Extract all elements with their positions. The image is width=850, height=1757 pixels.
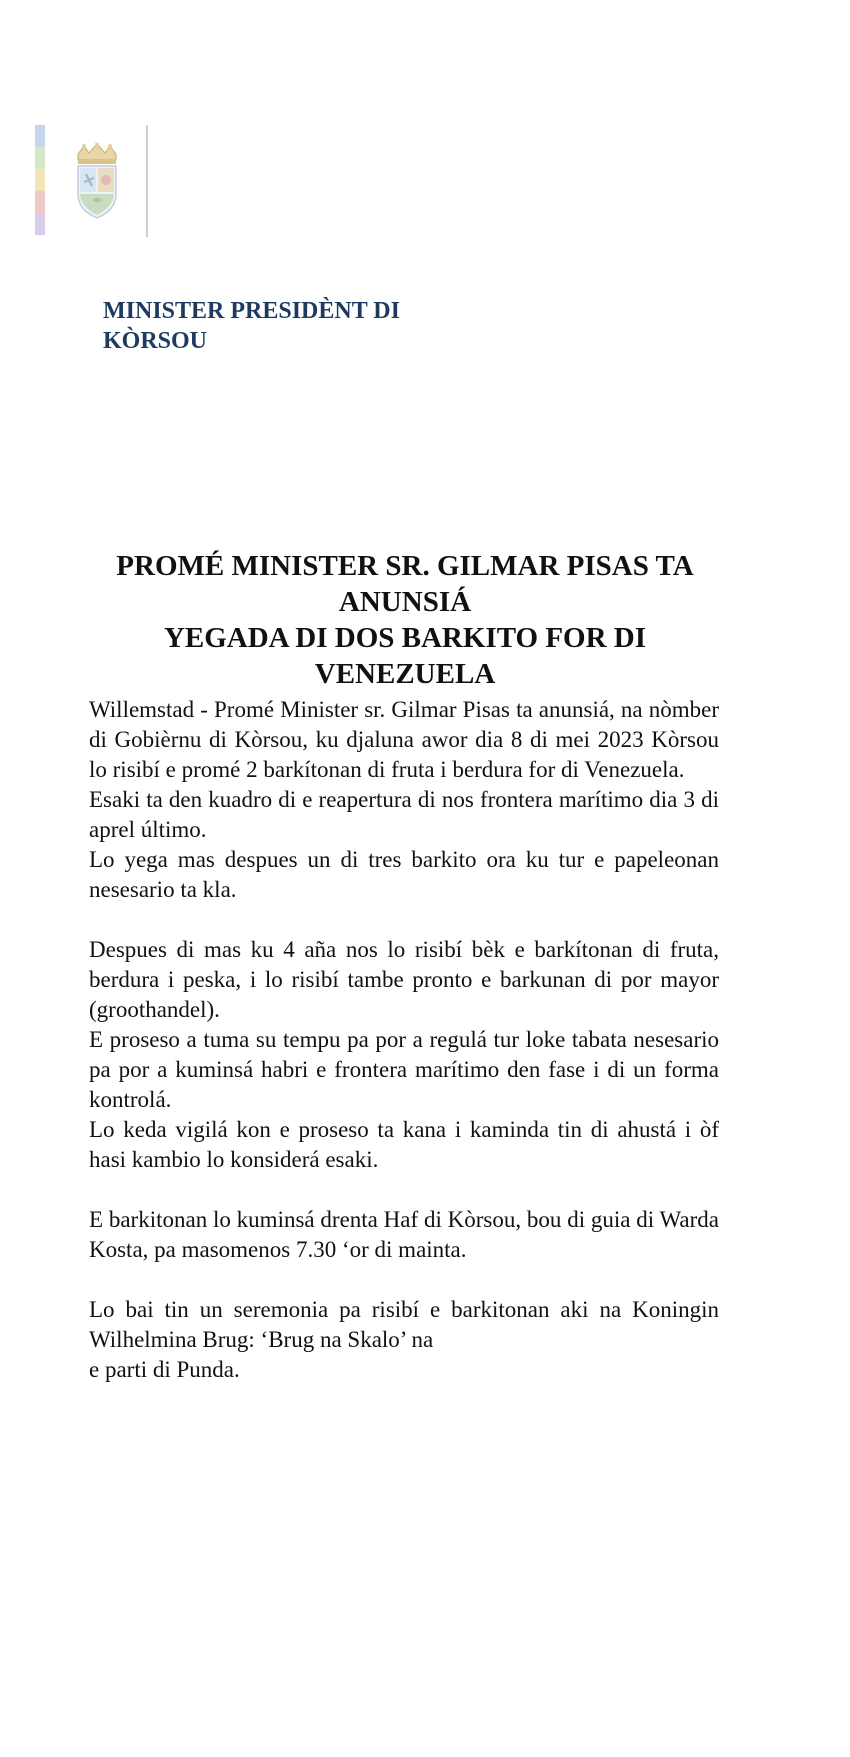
title-line: PROMÉ MINISTER SR. GILMAR PISAS TA [116, 550, 694, 582]
paragraph: Lo keda vigilá kon e proseso ta kana i kaminda tin di ahustá i òf hasi kambio lo konsiderá esaki. [89, 1117, 719, 1172]
title-line: VENEZUELA [314, 658, 496, 690]
stripe-segment [35, 213, 45, 235]
coat-of-arms-icon [72, 142, 122, 220]
press-release-title [80, 548, 730, 692]
press-release-body [89, 695, 719, 1385]
paragraph: Lo bai tin un seremonia pa risibí e barkitonan aki na Koningin Wilhelmina Brug: ‘Brug na Skalo’ na [89, 1297, 719, 1352]
paragraph: E proseso a tuma su tempu pa por a regulá tur loke tabata nesesario pa por a kuminsá habri e frontera marítimo den fase i di un forma kontrolá. [89, 1027, 719, 1112]
office-heading [103, 296, 523, 356]
paragraph: E barkitonan lo kuminsá drenta Haf di Kòrsou, bou di guia di Warda Kosta, pa masomenos 7.30 ‘or di mainta. [89, 1207, 719, 1262]
title-line: YEGADA DI DOS BARKITO FOR DI [163, 622, 647, 654]
stripe-segment [35, 125, 45, 147]
paragraph: Lo yega mas despues un di tres barkito ora ku tur e papeleonan nesesario ta kla. [89, 847, 719, 902]
office-line: MINISTER PRESIDÈNT DI [103, 298, 400, 324]
stripe-segment [35, 147, 45, 169]
paragraph: Despues di mas ku 4 aña nos lo risibí bèk e barkítonan di fruta, berdura i peska, i lo risibí tambe pronto e barkunan di por mayor (groothandel). [89, 937, 719, 1022]
stripe-segment [35, 191, 45, 213]
title-line: ANUNSIÁ [338, 586, 472, 618]
office-line: KÒRSOU [103, 328, 208, 354]
paragraph: e parti di Punda. [89, 1357, 240, 1382]
color-stripe [35, 125, 45, 235]
paragraph: Esaki ta den kuadro di e reapertura di nos frontera marítimo dia 3 di aprel último. [89, 787, 719, 842]
paragraph: Willemstad - Promé Minister sr. Gilmar Pisas ta anunsiá, na nòmber di Gobièrnu di Kòrsou, ku djaluna awor dia 8 di mei 2023 Kòrsou lo risibí e promé 2 barkítonan di fruta i berdura for di Venezuela. [89, 697, 719, 782]
header-divider [146, 125, 148, 237]
stripe-segment [35, 169, 45, 191]
